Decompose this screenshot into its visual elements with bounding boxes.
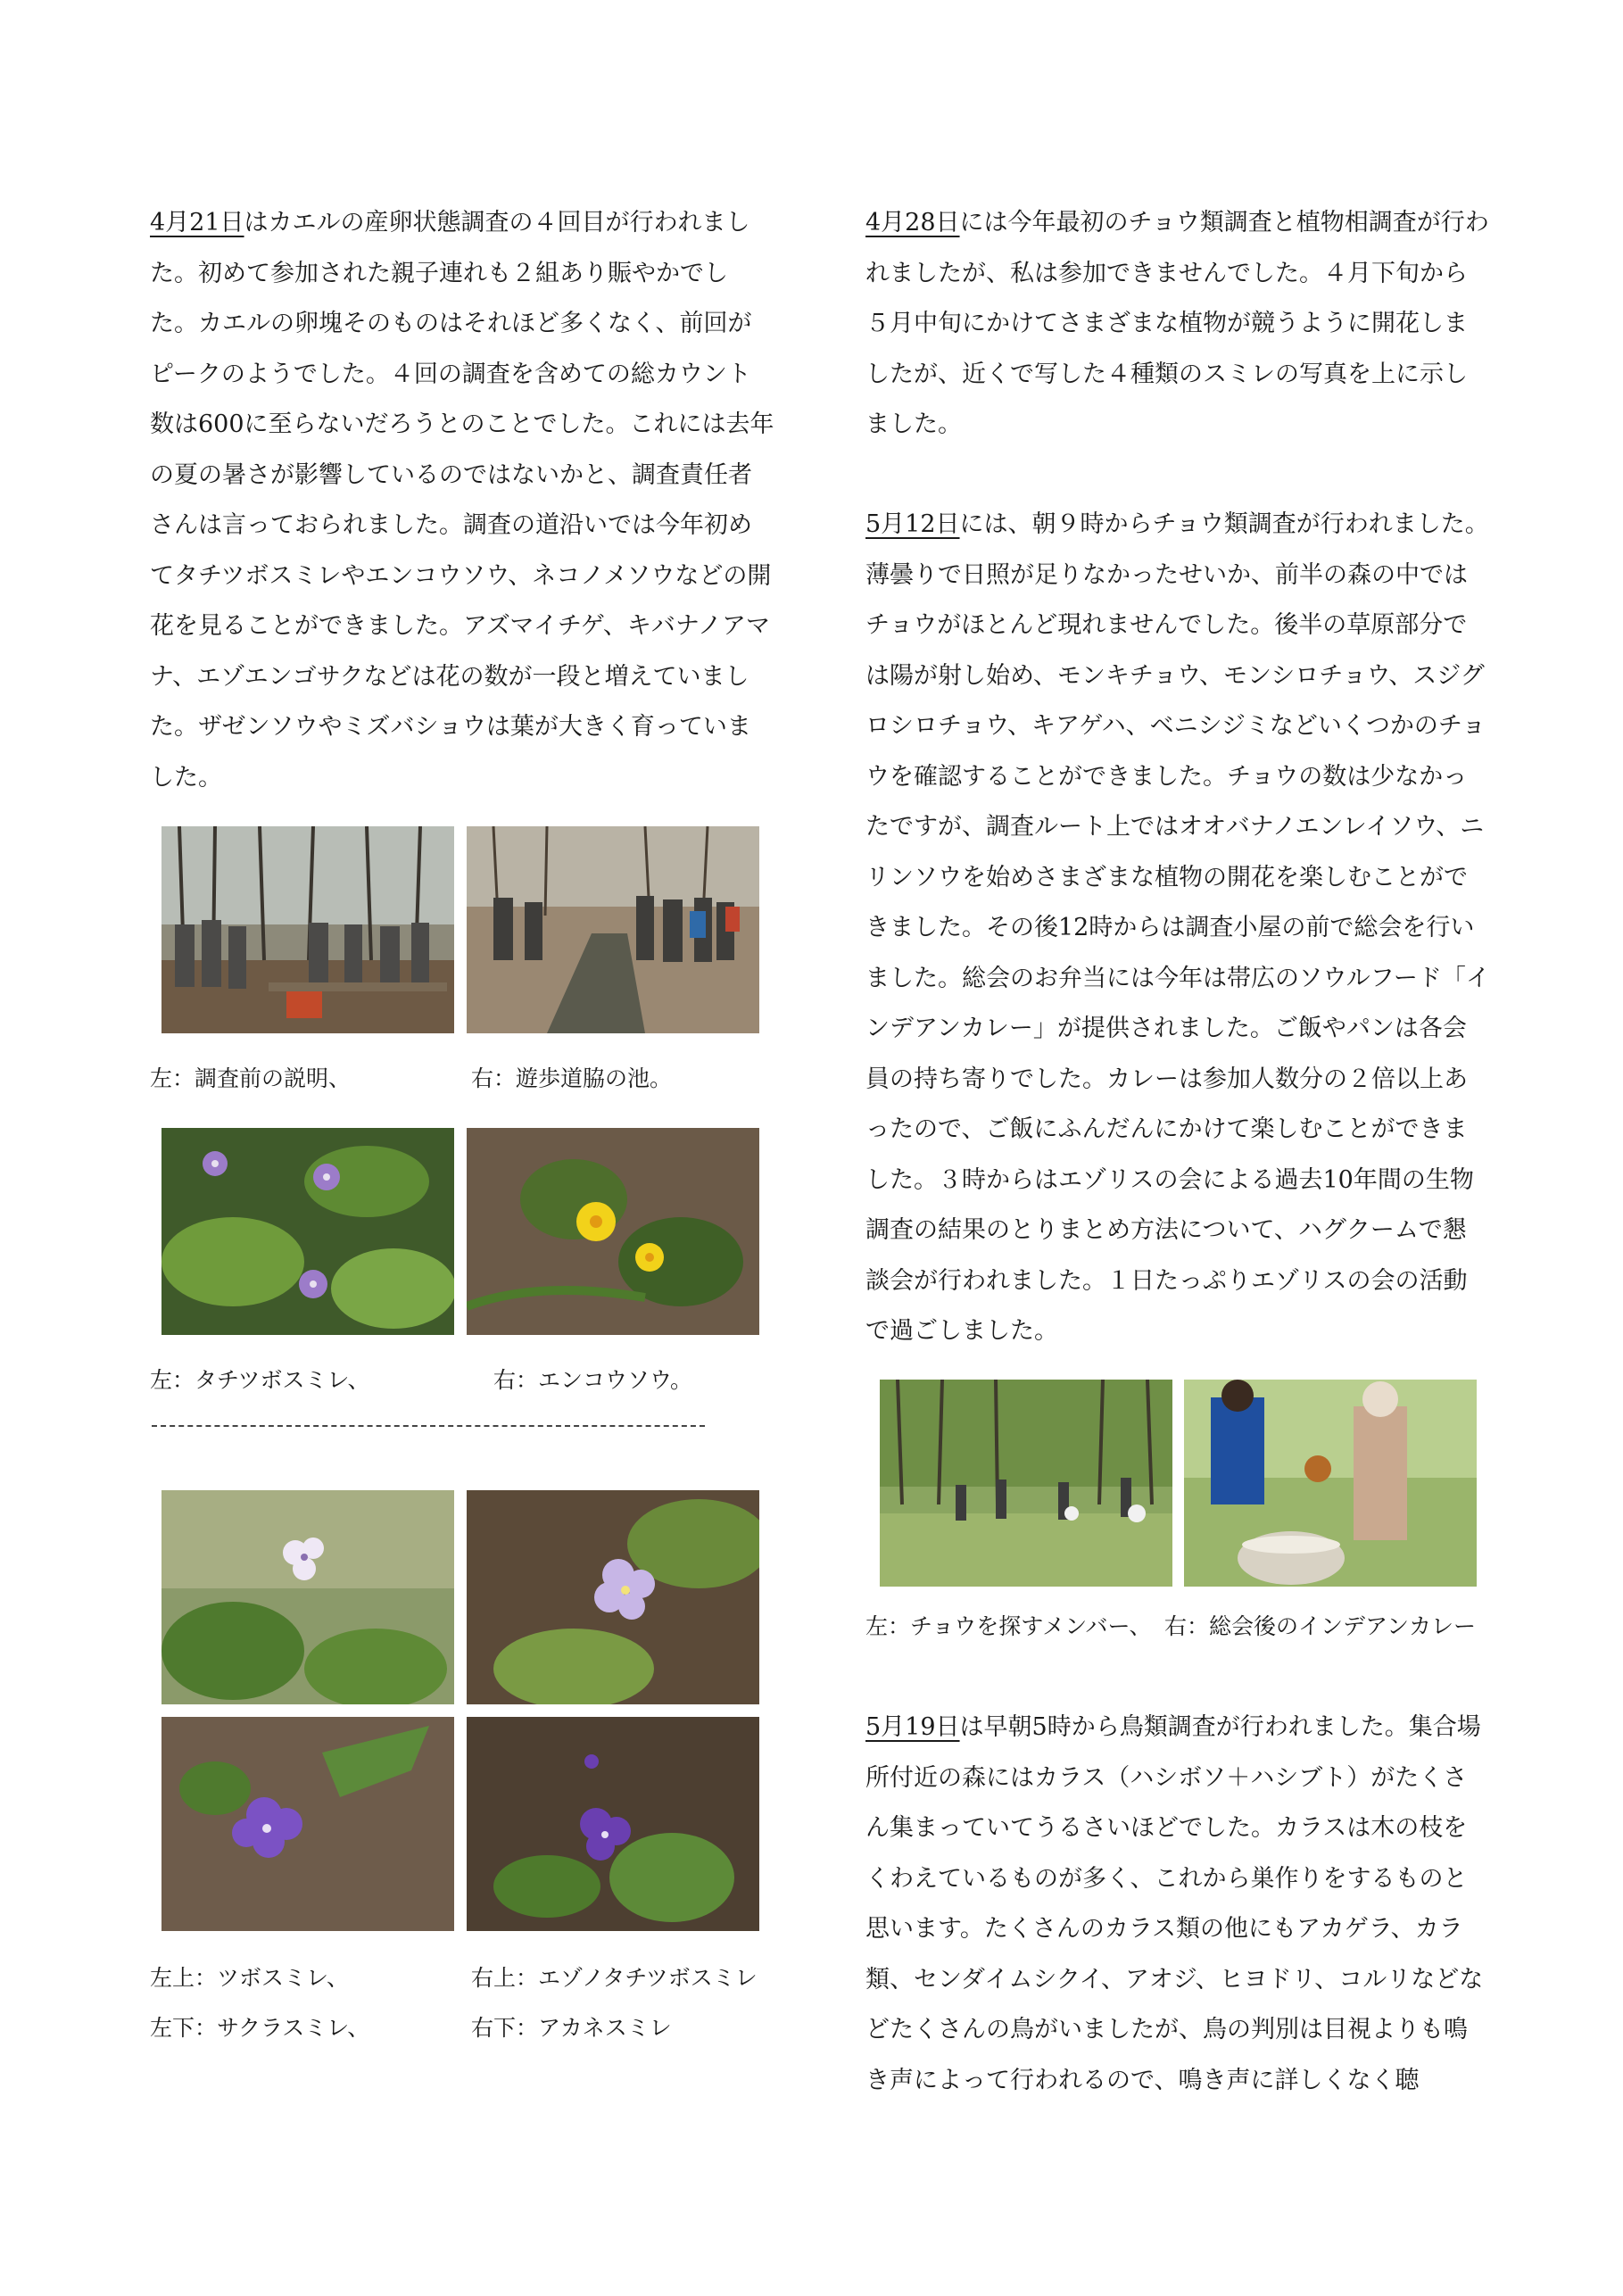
paragraph-text: には、朝９時からチョウ類調査が行われました。薄曇りで日照が足りなかったせいか、前半の森の中ではチョウがほとんど現れませんでした。後半の草原部分では陽が射し始め、モンキチョウ、モンシロチョウ、スジグロシロチョウ、キアゲハ、ベニシジミなどいくつかのチョウを確認することができました。チョウの数は少なかったですが、調査ルート上ではオオバナノエンレイソウ、ニリンソウを始めさまざまな植物の開花を楽しむことができました。その後12時からは調査小屋の前で総会を行いました。総会のお弁当には今年は帯広のソウルフード「インデアンカレー」が提供されました。ご飯やパンは各会員の持ち寄りでした。カレーは参加人数分の２倍以上あったので、ご飯にふんだんにかけて楽しむことができました。３時からはエゾリスの会による過去10年間の生物調査の結果のとりまとめ方法について、ハグクームで懇談会が行われました。１日たっぷりエゾリスの会の活動で過ごしました。 (865, 510, 1490, 1345)
photo-pond-beside-trail (467, 826, 759, 1033)
photo-akane-sumire (467, 1717, 759, 1931)
caption-top-left: 左上：ツボスミレ、 (150, 1965, 350, 1991)
photo-tsubo-sumire (161, 1490, 454, 1704)
photo-butterfly-search (880, 1380, 1172, 1587)
caption-top-right: 右上：エゾノタチツボスミレ (471, 1965, 758, 1991)
date-may-12: 5月12日 (865, 510, 960, 538)
date-april-28: 4月28日 (865, 209, 960, 236)
paragraph-text: は早朝5時から鳥類調査が行われました。集合場所付近の森にはカラス（ハシボソ＋ハシブト）がたくさん集まっていてうるさいほどでした。カラスは木の枝をくわえているものが多く、これから巣作りをするものと思います。たくさんのカラス類の他にもアカゲラ、カラ類、センダイムシクイ、アオジ、ヒヨドリ、コルリなどなどたくさんの鳥がいましたが、鳥の判別は目視よりも鳴き声によって行われるので、鳴き声に詳しくなく聴 (865, 1713, 1484, 2094)
paragraph-may-12 (865, 500, 1490, 1357)
photo-indian-curry (1184, 1380, 1477, 1587)
date-april-21: 4月21日 (150, 209, 244, 236)
photo-ezono-tachitsubo-sumire (467, 1490, 759, 1704)
caption-right: 右：総会後のインデアンカレー (1164, 1613, 1477, 1639)
paragraph-april-21 (150, 198, 774, 803)
caption-bottom-right: 右下：アカネスミレ (471, 2015, 672, 2041)
right-column-top (865, 198, 1490, 451)
caption-bottom-left: 左下：サクラスミレ、 (150, 2015, 370, 2041)
photo-enkousou (467, 1128, 759, 1335)
right-column-middle (865, 500, 1490, 1357)
right-column-bottom (865, 1703, 1490, 2106)
photo-tachitsubo-sumire (161, 1128, 454, 1335)
left-column (150, 198, 774, 803)
paragraph-text: はカエルの産卵状態調査の４回目が行われました。初めて参加された親子連れも２組あり賑やかでした。カエルの卵塊そのものはそれほど多くなく、前回がピークのようでした。４回の調査を含めての総カウント数は600に至らないだろうとのことでした。これには去年の夏の暑さが影響しているのではないかと、調査責任者さんは言っておられました。調査の道沿いでは今年初めてタチツボスミレやエンコウソウ、ネコノメソウなどの開花を見ることができました。アズマイチゲ、キバナノアマナ、エゾエンゴサクなどは花の数が一段と増えていました。ザゼンソウやミズバショウは葉が大きく育っていました。 (150, 209, 774, 792)
caption-left: 左：チョウを探すメンバー、 (865, 1613, 1152, 1639)
paragraph-text: には今年最初のチョウ類調査と植物相調査が行われましたが、私は参加できませんでした。４月下旬から５月中旬にかけてさまざまな植物が競うように開花しましたが、近くで写した４種類のスミレの写真を上に示しました。 (865, 209, 1489, 438)
date-may-19: 5月19日 (865, 1713, 960, 1741)
photo-sakura-sumire (161, 1717, 454, 1931)
dashed-divider (152, 1425, 705, 1427)
caption-right: 右：遊歩道脇の池。 (471, 1065, 673, 1091)
caption-left: 左：調査前の説明、 (150, 1065, 352, 1091)
paragraph-may-19 (865, 1703, 1490, 2106)
paragraph-april-28 (865, 198, 1490, 451)
photo-survey-briefing (161, 826, 454, 1033)
caption-right: 右：エンコウソウ。 (493, 1367, 693, 1393)
caption-left: 左：タチツボスミレ、 (150, 1367, 370, 1393)
